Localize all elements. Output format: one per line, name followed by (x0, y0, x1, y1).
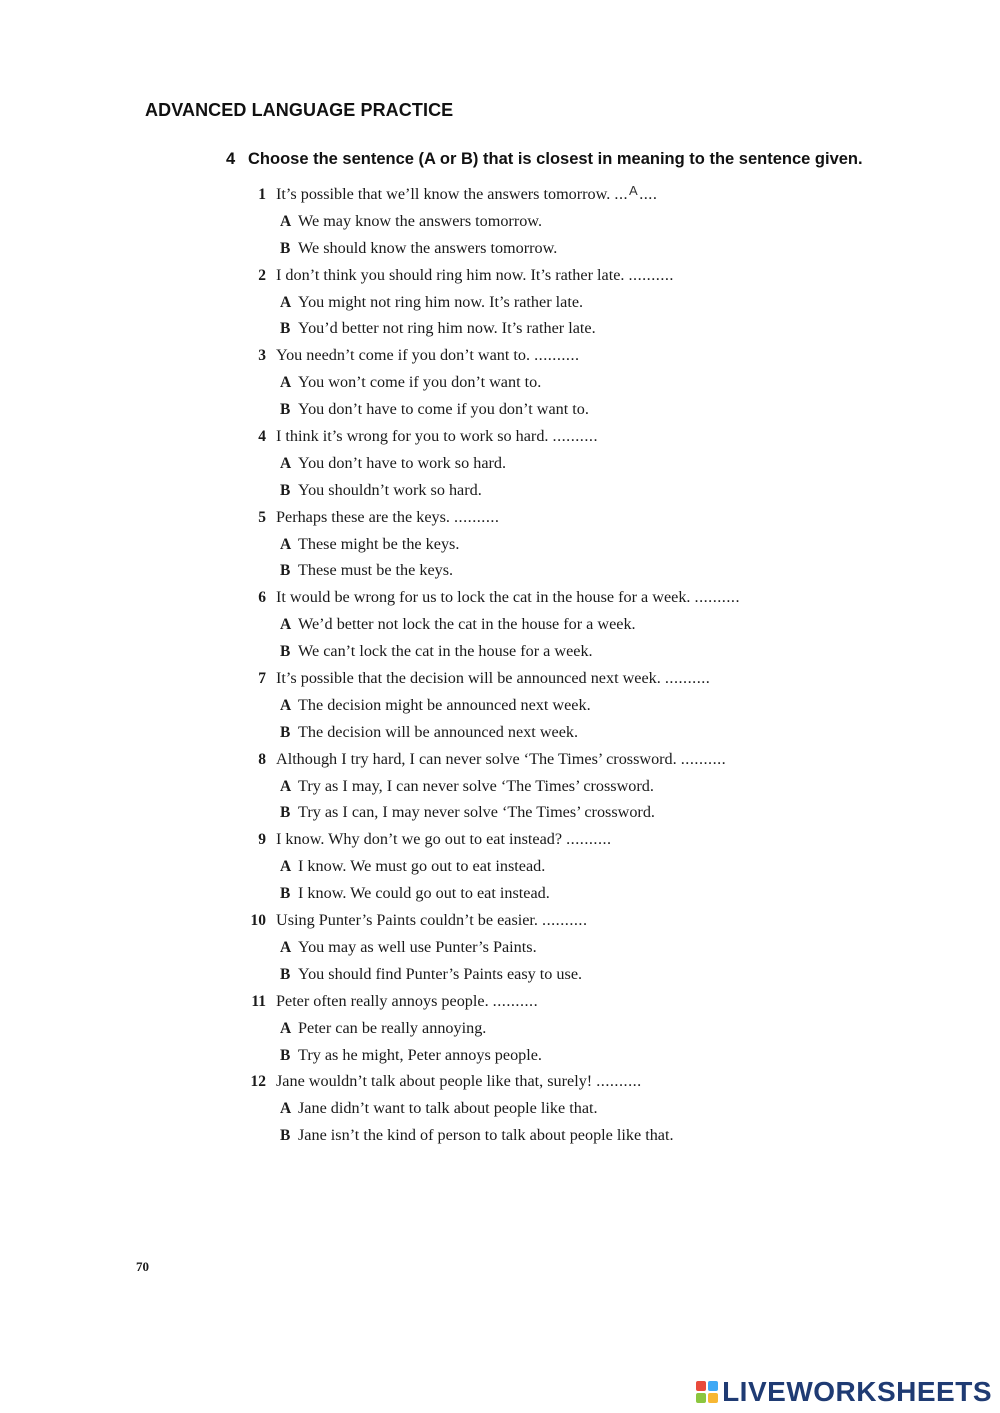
option-letter: A (280, 1019, 292, 1037)
option-text: You won’t come if you don’t want to. (298, 373, 542, 392)
question-line (236, 826, 936, 853)
question-text: You needn’t come if you don’t want to. (276, 346, 531, 365)
option-text: I know. We must go out to eat instead. (298, 857, 546, 876)
option-letter: B (280, 239, 291, 257)
option-text: These might be the keys. (298, 534, 460, 553)
question-number: 5 (258, 508, 266, 526)
option-text: You shouldn’t work so hard. (298, 480, 482, 499)
answer-blank[interactable]: .......... (454, 507, 500, 526)
option-a (236, 773, 936, 800)
option-text: We can’t lock the cat in the house for a week. (298, 642, 593, 661)
option-letter: A (280, 696, 292, 714)
option-letter: B (280, 1046, 291, 1064)
question-number: 3 (258, 347, 266, 365)
option-text: We’d better not lock the cat in the house for a week. (298, 615, 636, 634)
option-letter: B (280, 723, 291, 741)
question-item (236, 665, 936, 746)
option-b (236, 557, 936, 584)
answer-blank[interactable]: .......... (492, 991, 539, 1010)
option-text: Try as I may, I can never solve ‘The Times’ crossword. (298, 776, 654, 795)
option-a (236, 289, 936, 316)
page-header: ADVANCED LANGUAGE PRACTICE (145, 100, 454, 120)
question-line (236, 907, 936, 934)
question-number: 12 (250, 1073, 266, 1091)
option-b (236, 719, 936, 746)
question-item (236, 584, 936, 665)
exercise-instruction (226, 150, 863, 169)
option-b (236, 1122, 936, 1149)
option-a (236, 531, 936, 558)
question-item (236, 988, 936, 1069)
question-line (236, 665, 936, 692)
option-letter: B (280, 481, 291, 499)
question-line (236, 746, 936, 773)
option-text: We should know the answers tomorrow. (298, 238, 558, 257)
question-line (236, 988, 936, 1015)
option-a (236, 208, 936, 235)
question-text: I don’t think you should ring him now. It’s rather late. (276, 265, 625, 284)
question-number: 1 (258, 186, 266, 203)
question-number: 7 (258, 670, 266, 688)
option-text: You should find Punter’s Paints easy to use. (298, 964, 583, 983)
page-number: 70 (136, 1259, 149, 1274)
question-item (236, 1068, 936, 1149)
question-item (236, 423, 936, 504)
option-text: I know. We could go out to eat instead. (298, 884, 550, 903)
option-b (236, 315, 936, 342)
option-text: You don’t have to come if you don’t want to. (298, 400, 589, 419)
option-a (236, 853, 936, 880)
question-number: 4 (258, 428, 266, 446)
question-list (236, 181, 936, 1149)
option-b (236, 235, 936, 262)
answer-blank[interactable]: .......... (534, 346, 580, 365)
question-line (236, 262, 936, 289)
question-text: Peter often really annoys people. (276, 991, 489, 1010)
question-item (236, 181, 936, 262)
option-a (236, 1095, 936, 1122)
option-text: You might not ring him now. It’s rather late. (298, 292, 584, 311)
question-number: 9 (258, 831, 266, 849)
option-text: You may as well use Punter’s Paints. (298, 937, 537, 956)
option-letter: A (280, 777, 292, 795)
question-item (236, 504, 936, 585)
option-a (236, 611, 936, 638)
option-a (236, 450, 936, 477)
option-text: Jane isn’t the kind of person to talk about people like that. (298, 1126, 674, 1145)
question-line (236, 504, 936, 531)
question-text: It’s possible that we’ll know the answers tomorrow. (276, 185, 611, 203)
option-text: These must be the keys. (298, 561, 454, 580)
option-letter: B (280, 885, 291, 903)
option-b (236, 638, 936, 665)
question-number: 11 (251, 992, 266, 1010)
option-text: The decision will be announced next week. (298, 722, 579, 741)
option-b (236, 396, 936, 423)
option-letter: B (280, 562, 291, 580)
question-text: Jane wouldn’t talk about people like that, surely! (276, 1072, 593, 1091)
brand-logo (696, 1378, 992, 1406)
option-letter: B (280, 320, 291, 338)
option-text: Jane didn’t want to talk about people like that. (298, 1099, 598, 1118)
question-text: It would be wrong for us to lock the cat in the house for a week. (276, 588, 691, 607)
question-item (236, 342, 936, 423)
option-a (236, 934, 936, 961)
option-text: Try as I can, I may never solve ‘The Times’ crossword. (298, 803, 655, 822)
option-letter: A (280, 212, 292, 230)
option-letter: A (280, 1100, 292, 1118)
option-a (236, 369, 936, 396)
option-letter: A (280, 858, 292, 876)
option-letter: B (280, 965, 291, 983)
question-number: 6 (258, 589, 266, 607)
question-item (236, 262, 936, 343)
option-a (236, 1015, 936, 1042)
question-number: 2 (258, 266, 266, 284)
answer-blank[interactable]: .......... (694, 588, 740, 607)
exercise-number: 4 (226, 150, 236, 168)
question-number: 8 (258, 750, 266, 768)
question-line (236, 181, 936, 208)
answer-blank[interactable]: .......... (552, 427, 598, 446)
question-item (236, 907, 936, 988)
question-text: I know. Why don’t we go out to eat instead? (276, 830, 563, 849)
answer-blank[interactable]: .......... (680, 749, 727, 768)
option-letter: A (280, 454, 292, 472)
answer-blank[interactable]: .......... (628, 265, 674, 284)
question-item (236, 826, 936, 907)
option-text: You don’t have to work so hard. (298, 453, 507, 472)
option-a (236, 692, 936, 719)
option-letter: B (280, 804, 291, 822)
brand-text: LIVEWORKSHEETS (722, 1376, 992, 1407)
answer-blank[interactable]: .......... (664, 669, 711, 688)
answer-blank[interactable]: .......... (542, 911, 588, 930)
answer-blank[interactable]: .......... (566, 830, 612, 849)
option-text: Try as he might, Peter annoys people. (298, 1045, 542, 1064)
option-b (236, 799, 936, 826)
option-b (236, 1042, 936, 1069)
question-text: Using Punter’s Paints couldn’t be easier. (276, 911, 538, 930)
question-line (236, 1068, 936, 1095)
option-letter: B (280, 401, 291, 419)
option-text: You’d better not ring him now. It’s rather late. (298, 319, 596, 338)
option-text: The decision might be announced next week. (298, 695, 591, 714)
option-b (236, 477, 936, 504)
option-letter: A (280, 938, 292, 956)
option-b (236, 880, 936, 907)
question-text: Although I try hard, I can never solve ‘The Times’ crossword. (276, 749, 677, 768)
option-text: We may know the answers tomorrow. (298, 211, 542, 230)
question-text: It’s possible that the decision will be announced next week. (276, 669, 661, 688)
question-line (236, 584, 936, 611)
instruction-text: Choose the sentence (A or B) that is closest in meaning to the sentence given. (248, 150, 863, 168)
logo-icon (696, 1381, 718, 1403)
option-b (236, 961, 936, 988)
option-letter: A (280, 535, 292, 553)
option-text: Peter can be really annoying. (298, 1018, 487, 1037)
filled-answer: A (629, 183, 639, 198)
question-text: I think it’s wrong for you to work so hard. (276, 427, 549, 446)
question-text: Perhaps these are the keys. (276, 507, 450, 526)
answer-blank[interactable]: .......... (596, 1072, 642, 1091)
question-line (236, 342, 936, 369)
option-letter: B (280, 1127, 291, 1145)
question-line (236, 423, 936, 450)
option-letter: B (280, 643, 291, 661)
option-letter: A (280, 293, 292, 311)
answer-blank[interactable]: ...$^A$.... (614, 183, 658, 203)
question-number: 10 (250, 912, 266, 930)
option-letter: A (280, 374, 292, 392)
question-item (236, 746, 936, 827)
option-letter: A (280, 616, 292, 634)
